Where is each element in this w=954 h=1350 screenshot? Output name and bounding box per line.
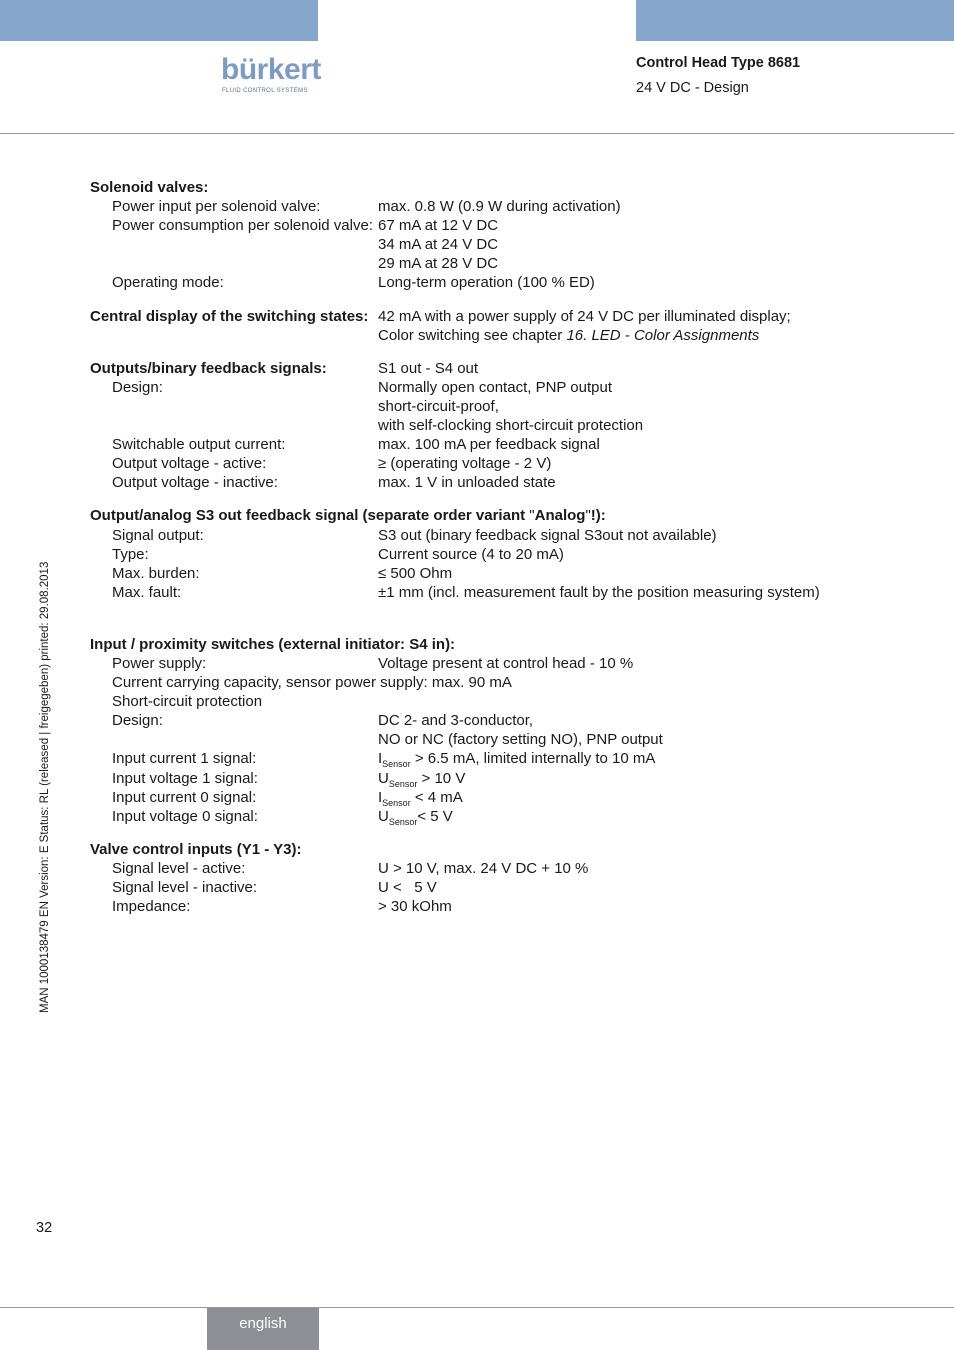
spec-label: Input voltage 1 signal: [112, 769, 258, 787]
spec-value: DC 2- and 3-conductor, [378, 712, 534, 730]
header-band-left [0, 0, 318, 41]
spec-value-chapter-ref [378, 326, 759, 345]
spec-label: Input current 0 signal: [112, 788, 257, 806]
spec-value: 42 mA with a power supply of 24 V DC per illuminated display; [378, 307, 791, 325]
logo-tagline: FLUID CONTROL SYSTEMS [222, 88, 308, 94]
spec-value: U > 10 V, max. 24 V DC + 10 % [378, 859, 589, 877]
value-text: > 10 V [417, 769, 466, 787]
spec-line: Current carrying capacity, sensor power supply: max. 90 mA [112, 674, 512, 692]
spec-label: Switchable output current: [112, 436, 286, 454]
spec-value: 29 mA at 28 V DC [378, 255, 499, 273]
spec-value: 34 mA at 24 V DC [378, 236, 499, 254]
subscript: Sensor [388, 778, 418, 789]
spec-value [378, 788, 463, 807]
header-band-right [636, 0, 954, 41]
spec-value: ±1 mm (incl. measurement fault by the position measuring system) [378, 583, 820, 601]
section-heading: Solenoid valves: [90, 179, 209, 196]
heading-quote: " [585, 507, 591, 525]
document-status-sidebar: MAN 1000138479 EN Version: E Status: RL (released | freigegeben) printed: 29.08.2013 [39, 561, 51, 1013]
spec-value: short-circuit-proof, [378, 397, 499, 415]
spec-value: max. 0.8 W (0.9 W during activation) [378, 198, 621, 216]
burkert-logo [221, 53, 321, 96]
spec-value: ≤ 500 Ohm [378, 564, 453, 582]
spec-value [378, 807, 453, 826]
footer-divider [0, 1307, 954, 1308]
spec-value: NO or NC (factory setting NO), PNP output [378, 731, 663, 749]
spec-value: max. 1 V in unloaded state [378, 474, 556, 492]
spec-label: Input current 1 signal: [112, 750, 257, 768]
section-outputs-binary [90, 359, 910, 493]
spec-label: Output voltage - inactive: [112, 474, 278, 492]
section-input-proximity [90, 635, 910, 826]
heading-part: !): [590, 507, 606, 525]
spec-value: U < 5 V [378, 879, 437, 896]
spec-value: max. 100 mA per feedback signal [378, 436, 600, 454]
heading-part: Output/analog S3 out feedback signal (separate order variant [90, 507, 530, 525]
value-text: < 4 mA [410, 788, 463, 806]
spec-label: Type: [112, 545, 149, 563]
spec-value: > 30 kOhm [378, 898, 452, 916]
spec-label: Signal level - active: [112, 859, 246, 877]
spec-label: Signal output: [112, 526, 204, 544]
spec-label: Power input per solenoid valve: [112, 198, 321, 216]
spec-value: Normally open contact, PNP output [378, 378, 613, 396]
subscript: Sensor [382, 797, 411, 808]
spec-label: Max. fault: [112, 583, 182, 601]
section-heading: Input / proximity switches (external initiator: S4 in): [90, 635, 456, 653]
spec-label: Power consumption per solenoid valve: [112, 217, 373, 235]
spec-value: Current source (4 to 20 mA) [378, 545, 564, 563]
logo-wordmark: bürkert [221, 53, 321, 86]
chapter-ref-prefix: Color switching see chapter [378, 326, 567, 344]
header-divider [0, 133, 954, 134]
spec-label: Design: [112, 712, 163, 730]
page-number: 32 [36, 1220, 53, 1236]
spec-label: Design: [112, 378, 163, 396]
symbol: U [378, 769, 389, 787]
spec-content [90, 178, 910, 930]
spec-value: ≥ (operating voltage - 2 V) [378, 455, 552, 473]
section-valve-control-inputs [90, 840, 910, 916]
document-subtitle: 24 V DC - Design [636, 80, 749, 96]
document-title: Control Head Type 8681 [636, 55, 801, 71]
spec-value: S3 out (binary feedback signal S3out not available) [378, 526, 717, 544]
section-heading: Outputs/binary feedback signals: [90, 359, 327, 377]
spec-line: Short-circuit protection [112, 693, 263, 711]
heading-quote: " [529, 507, 535, 525]
spec-label: Operating mode: [112, 274, 224, 292]
section-heading: Valve control inputs (Y1 - Y3): [90, 840, 302, 858]
spec-value [378, 769, 465, 788]
subscript: Sensor [388, 816, 418, 827]
section-solenoid-valves [90, 178, 910, 293]
spec-label: Output voltage - active: [112, 455, 267, 473]
spec-label: Power supply: [112, 654, 207, 672]
section-heading: Central display of the switching states: [90, 307, 369, 325]
heading-part: Analog [534, 507, 586, 525]
symbol: U [378, 807, 389, 825]
spec-value: Voltage present at control head - 10 % [378, 654, 634, 672]
symbol: I [378, 788, 383, 806]
spec-value: with self-clocking short-circuit protection [378, 417, 644, 435]
symbol: I [378, 750, 383, 768]
language-tab: english [207, 1308, 319, 1350]
spec-label: Max. burden: [112, 564, 200, 582]
spec-value: S1 out - S4 out [378, 359, 479, 377]
section-central-display [90, 307, 910, 345]
section-heading [90, 506, 606, 525]
spec-value [378, 749, 655, 768]
section-output-analog [90, 506, 910, 601]
spec-value: Long-term operation (100 % ED) [378, 274, 595, 292]
spec-label: Input voltage 0 signal: [112, 807, 258, 825]
spec-value: 67 mA at 12 V DC [378, 217, 499, 235]
subscript: Sensor [382, 759, 411, 770]
value-text: < 5 V [417, 807, 453, 825]
value-text: > 6.5 mA, limited internally to 10 mA [410, 750, 656, 768]
spec-label: Impedance: [112, 898, 191, 916]
spec-label: Signal level - inactive: [112, 879, 258, 896]
chapter-link: 16. LED - Color Assignments [566, 326, 760, 344]
